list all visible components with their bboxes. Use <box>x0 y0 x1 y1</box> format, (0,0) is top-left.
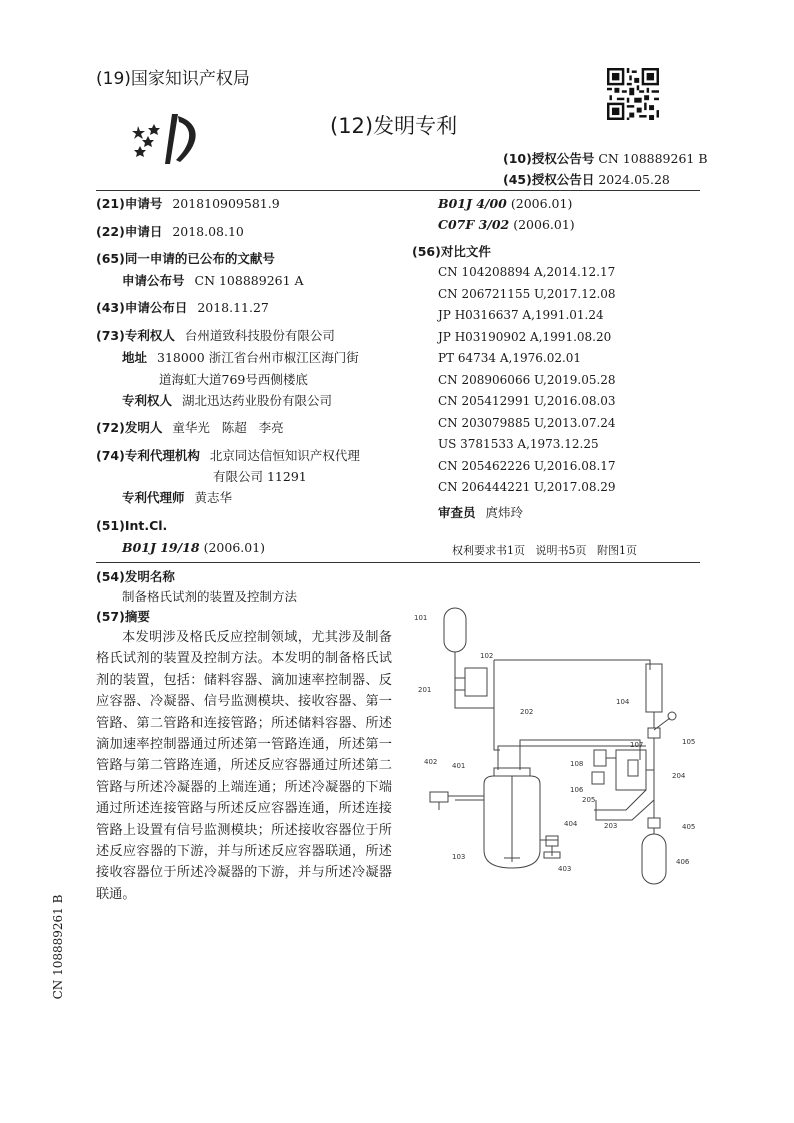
page-counts: 权利要求书1页 说明书5页 附图1页 <box>452 544 637 557</box>
address-line1: 318000 浙江省台州市椒江区海门街 <box>157 350 359 365</box>
fig-label-403: 403 <box>558 865 572 873</box>
agent-row <box>122 490 232 506</box>
citation-item: CN 208906066 U,2019.05.28 <box>438 373 616 387</box>
drip-rate-controller <box>465 668 487 696</box>
grant-pub-no-label: (10)授权公告号 <box>503 151 595 166</box>
fig-label-402: 402 <box>424 758 438 766</box>
grant-pub-date-label: (45)授权公告日 <box>503 172 595 187</box>
citation-item: JP H0316637 A,1991.01.24 <box>438 308 604 322</box>
app-no-row <box>96 196 280 212</box>
intcl2-ver: (2006.01) <box>510 196 573 211</box>
fig-label-204: 204 <box>672 772 686 780</box>
fig-label-205: 205 <box>582 796 596 804</box>
citation-item: CN 206721155 U,2017.12.08 <box>438 287 616 301</box>
patentee2-value: 湖北迅达药业股份有限公司 <box>182 393 333 408</box>
fig-label-401: 401 <box>452 762 466 770</box>
examiner-label: 审查员 <box>438 505 476 520</box>
storage-container <box>444 608 466 652</box>
patentee2-row <box>122 393 332 409</box>
fig-label-202: 202 <box>520 708 534 716</box>
cnipa-logo <box>132 110 208 166</box>
agency-label: (74)专利代理机构 <box>96 448 200 463</box>
intcl2-row-1 <box>438 196 572 212</box>
fig-label-404: 404 <box>564 820 578 828</box>
prior-pub-value: CN 108889261 A <box>194 273 304 288</box>
patentee1-row <box>96 328 335 344</box>
header-divider <box>96 190 700 191</box>
citation-item: US 3781533 A,1973.12.25 <box>438 437 599 451</box>
examiner-value: 庹炜玲 <box>485 505 524 520</box>
qr-code <box>607 68 659 120</box>
fig-label-201: 201 <box>418 686 432 694</box>
abstract-label-row <box>96 609 150 625</box>
condenser <box>646 664 662 712</box>
prior-pub-row <box>122 273 304 289</box>
inventors-row <box>96 420 284 436</box>
app-no-value: 201810909581.9 <box>172 196 280 211</box>
fig-label-103: 103 <box>452 853 466 861</box>
reaction-container-lid <box>494 768 530 776</box>
examiner-row <box>438 505 523 521</box>
fig-label-108: 108 <box>570 760 584 768</box>
grant-pub-date-row <box>503 172 670 188</box>
fig-label-107: 107 <box>630 741 644 749</box>
fig-label-105: 105 <box>682 738 696 746</box>
citation-item: CN 104208894 A,2014.12.17 <box>438 265 616 279</box>
intcl2-row-2 <box>438 217 575 233</box>
intcl-label: (51)Int.Cl. <box>96 518 168 533</box>
agency-line1: 北京同达信恒知识产权代理 <box>209 448 360 463</box>
invention-title-label-row <box>96 569 175 585</box>
intcl-code: B01J 19/18 <box>122 540 200 555</box>
pub-date-value: 2018.11.27 <box>197 300 269 315</box>
prior-pub-label: (65)同一申请的已公布的文献号 <box>96 251 275 266</box>
address-line2: 道海虹大道769号西侧楼底 <box>159 372 308 387</box>
citations-label-row <box>412 244 491 260</box>
invention-title-label: (54)发明名称 <box>96 569 175 584</box>
intcl-label-row <box>96 518 167 534</box>
abstract-text: 本发明涉及格氏反应控制领域，尤其涉及制备格氏试剂的装置及控制方法。本发明的制备格氏试剂的装置，包括：储料容器、滴加速率控制器、反应容器、冷凝器、信号监测模块、接收容器、第一管路、第二管路和连接管路；所述储料容器、所述滴加速率控制器通过所述第一管路连通，所述第一管路与第二管路连通，所述反应容器通过所述第二管路与所述冷凝器的上端连通；所述冷凝器的下端通过所述连接管路与所述反应容器连通，所述连接管路上设置有信号监测模块；所述接收容器位于所述反应容器的下游，并与所述反应容器联通，所述接收容器位于所述冷凝器的下游，并与所述冷凝器联通。 <box>96 630 392 902</box>
fig-label-104: 104 <box>616 698 630 706</box>
agency-line2: 有限公司 11291 <box>213 469 307 484</box>
inventors-value: 童华光 陈超 李亮 <box>172 420 284 435</box>
body-divider <box>96 562 700 563</box>
grant-pub-no-row <box>503 151 708 167</box>
citation-item: CN 205412991 U,2016.08.03 <box>438 394 616 408</box>
citation-item: PT 64734 A,1976.02.01 <box>438 351 582 365</box>
pub-date-label: (43)申请公布日 <box>96 300 188 315</box>
apparatus-figure <box>410 600 706 890</box>
prior-pub-label-row <box>96 251 275 267</box>
citation-item: JP H03190902 A,1991.08.20 <box>438 330 612 344</box>
address-row <box>122 350 359 366</box>
intcl-row <box>122 540 265 556</box>
agent-value: 黄志华 <box>194 490 233 505</box>
citation-item: CN 205462226 U,2016.08.17 <box>438 459 616 473</box>
signal-monitor <box>616 750 646 790</box>
issuing-office: (19)国家知识产权局 <box>96 69 250 89</box>
app-date-label: (22)申请日 <box>96 224 163 239</box>
fig-label-106: 106 <box>570 786 584 794</box>
agency-row <box>96 448 360 464</box>
citation-item: CN 203079885 U,2013.07.24 <box>438 416 616 430</box>
patentee1-label: (73)专利权人 <box>96 328 175 343</box>
fig-label-203: 203 <box>604 822 618 830</box>
app-date-value: 2018.08.10 <box>172 224 244 239</box>
intcl2-ver: (2006.01) <box>513 217 575 232</box>
patentee1-value: 台州道致科技股份有限公司 <box>184 328 335 343</box>
intcl2-code: C07F 3/02 <box>438 217 510 232</box>
address-label: 地址 <box>122 350 148 365</box>
fig-label-102: 102 <box>480 652 494 660</box>
pub-date-row <box>96 300 269 316</box>
fig-label-405: 405 <box>682 823 696 831</box>
inventors-label: (72)发明人 <box>96 420 163 435</box>
patentee2-label: 专利权人 <box>122 393 173 408</box>
fig-label-406: 406 <box>676 858 690 866</box>
grant-pub-date-value: 2024.05.28 <box>598 172 670 187</box>
intcl2-code: B01J 4/00 <box>438 196 507 211</box>
citations-label: (56)对比文件 <box>412 244 491 259</box>
document-type: (12)发明专利 <box>330 114 458 138</box>
prior-pub-sublabel: 申请公布号 <box>122 273 185 288</box>
app-date-row <box>96 224 244 240</box>
abstract-label: (57)摘要 <box>96 609 150 624</box>
side-doc-number: CN 108889261 B <box>51 894 65 1000</box>
receiving-container <box>642 834 666 884</box>
invention-title: 制备格氏试剂的装置及控制方法 <box>122 589 298 604</box>
grant-pub-no-value: CN 108889261 B <box>598 151 708 166</box>
app-no-label: (21)申请号 <box>96 196 163 211</box>
citation-item: CN 206444221 U,2017.08.29 <box>438 480 616 494</box>
agent-label: 专利代理师 <box>122 490 185 505</box>
intcl-ver: (2006.01) <box>203 540 266 555</box>
fig-label-101: 101 <box>414 614 428 622</box>
